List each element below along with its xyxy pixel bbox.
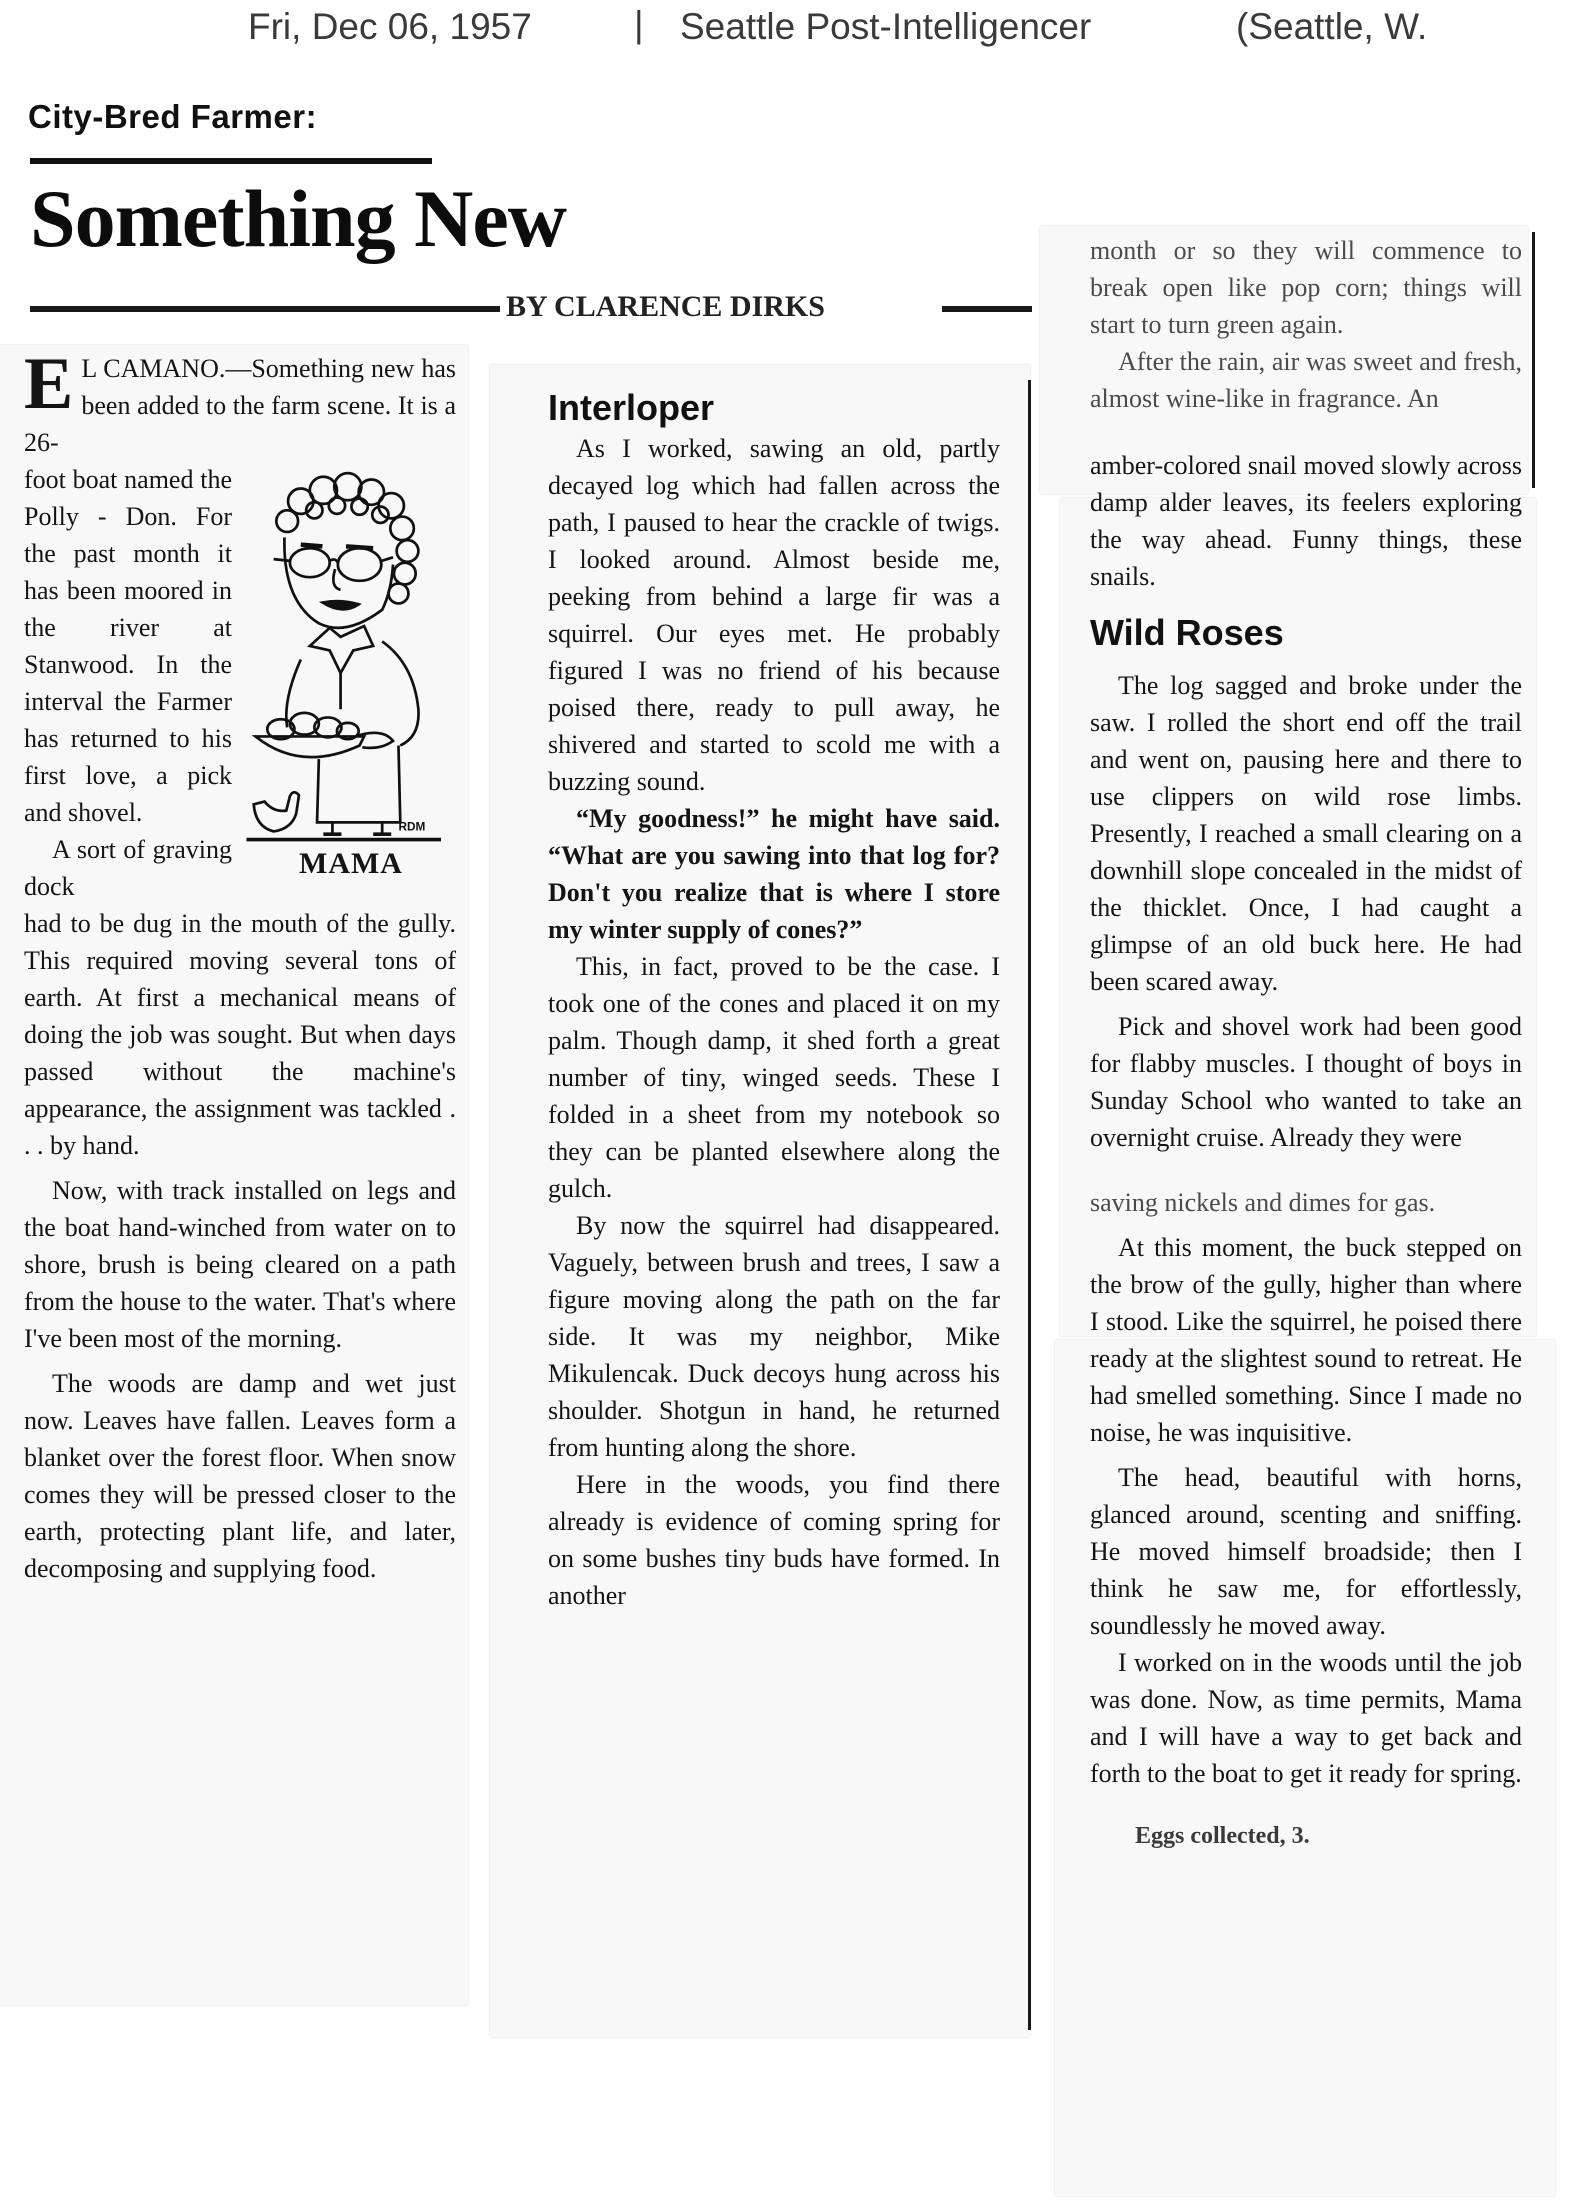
publication-name: Seattle Post-Intelligencer bbox=[680, 6, 1092, 47]
header-separator: | bbox=[634, 4, 644, 45]
paragraph-text: L CAMANO.—Something new has been added to the farm scene. It is a 26- bbox=[24, 354, 456, 457]
paragraph: After the rain, air was sweet and fresh, almost wine-like in fragrance. An bbox=[1090, 347, 1522, 413]
paragraph: Here in the woods, you find there already is evidence of coming spring for on some bushes tiny buds have formed. In another bbox=[548, 1470, 1000, 1610]
column-3-top bbox=[1090, 232, 1522, 417]
column-1 bbox=[24, 343, 456, 1587]
collar bbox=[310, 626, 373, 673]
kicker-rule bbox=[30, 158, 432, 164]
column-3 bbox=[1090, 232, 1522, 1855]
paragraph: The log sagged and broke under the saw. I rolled the short end off the trail and went on, pausing here and there to use clippers on wild rose limbs. Presently, I reached a small clearing on a downhill slope concealed in the midst of the thicklet. Once, I had caught a glimpse of an old buck here. He had been scared away. bbox=[1090, 671, 1522, 996]
paragraph: By now the squirrel had disappeared. Vaguely, between brush and trees, I saw a figure moving along the path on the far side. It was my neighbor, Mike Mikulencak. Duck decoys hung across his shoulder. Shotgun in hand, he returned from hunting along the shore. bbox=[548, 1211, 1000, 1462]
paragraph: month or so they will commence to break open like pop corn; things will start to turn green again. bbox=[1090, 236, 1522, 339]
coat bbox=[286, 641, 418, 745]
mama-illustration bbox=[246, 465, 446, 845]
glasses-right-lens bbox=[338, 548, 381, 581]
paragraph: At this moment, the buck stepped on the brow of the gully, higher than where I stood. Like the squirrel, he poised there ready at the slightest sound to retreat. He had smelled something. Since I made no noise, he was inquisitive. bbox=[1090, 1233, 1522, 1447]
column-rule bbox=[1028, 380, 1031, 2030]
paragraph: saving nickels and dimes for gas. bbox=[1090, 1188, 1436, 1217]
paragraph: I worked on in the woods until the job was done. Now, as time permits, Mama and I will have a way to get back and forth to the boat to get it ready for spring. bbox=[1090, 1648, 1522, 1788]
paragraph: amber-colored snail moved slowly across damp alder leaves, its feelers exploring the way ahead. Funny things, these snails. bbox=[1090, 451, 1522, 591]
publication-location: (Seattle, W. bbox=[1236, 6, 1428, 47]
mouth bbox=[322, 601, 358, 609]
glasses-left-lens bbox=[290, 548, 330, 577]
illustration-caption: MAMA bbox=[299, 847, 403, 880]
byline-rule-right bbox=[942, 306, 1032, 312]
column-3-bottom bbox=[1090, 1184, 1522, 1855]
column-2 bbox=[548, 386, 1000, 1614]
paragraph: This, in fact, proved to be the case. I took one of the cones and placed it on my palm. Though damp, it shed forth a great number of tiny, winged seeds. These I folded in a sheet from my notebook so they can be planted elsewhere along the gulch. bbox=[548, 952, 1000, 1203]
article-byline: BY CLARENCE DIRKS bbox=[506, 290, 825, 323]
article-kicker: City-Bred Farmer: bbox=[28, 98, 318, 135]
column-rule bbox=[1532, 232, 1535, 488]
paragraph: The head, beautiful with horns, glanced around, scenting and sniffing. He moved himself broadside; then I think he saw me, for effortlessly, soundlessly he moved away. bbox=[1090, 1463, 1522, 1640]
archive-header bbox=[0, 0, 1591, 70]
curly-hair bbox=[276, 473, 418, 603]
paragraph: Now, with track installed on legs and the boat hand-winched from water on to shore, brush is being cleared on a path from the house to the water. That's where I've been most of the morning. bbox=[24, 1176, 456, 1353]
publication-date: Fri, Dec 06, 1957 bbox=[248, 6, 532, 47]
paragraph bbox=[24, 343, 456, 461]
hen bbox=[254, 792, 299, 831]
paragraph: As I worked, sawing an old, partly decayed log which had fallen across the path, I paused to hear the crackle of twigs. I looked around. Almost beside me, peeking from behind a large fir was a squirrel. Our eyes met. He probably figured I was no friend of his because poised there, ready to pull away, he shivered and started to scold me with a buzzing sound. bbox=[548, 434, 1000, 796]
drop-cap: E bbox=[24, 343, 74, 425]
subhead-wild-roses: Wild Roses bbox=[1090, 612, 1284, 653]
illustration-block bbox=[246, 465, 456, 883]
paragraph: Pick and shovel work had been good for flabby muscles. I thought of boys in Sunday School who wanted to take an overnight cruise. Already they were bbox=[1090, 1012, 1522, 1152]
column-3-middle bbox=[1090, 447, 1522, 1156]
article-headline: Something New bbox=[30, 173, 566, 264]
squirrel-quote: “My goodness!” he might have said. “What are you sawing into that log for? Don't you realize that is where I store my winter supply of cones?” bbox=[548, 804, 1000, 944]
article-signoff: Eggs collected, 3. bbox=[1135, 1823, 1310, 1849]
subhead-interloper: Interloper bbox=[548, 387, 715, 428]
paragraph: foot boat named the Polly - Don. For the past month it has been moored in the river at Stanwood. In the interval the Farmer has returned to his first love, a pick and shovel. bbox=[24, 465, 232, 827]
paragraph: A sort of graving dock bbox=[24, 835, 232, 901]
paragraph: had to be dug in the mouth of the gully. This required moving several tons of earth. At first a mechanical means of doing the job was sought. But when days passed without the machine's appearance, the assignment was tackled . . . by hand. bbox=[24, 909, 456, 1160]
skirt bbox=[317, 745, 400, 822]
paragraph: The woods are damp and wet just now. Leaves have fallen. Leaves form a blanket over the forest floor. When snow comes they will be pressed closer to the earth, protecting plant life, and later, decomposing and supplying food. bbox=[24, 1369, 456, 1583]
artist-signature: RDM bbox=[398, 820, 426, 834]
byline-rule-left bbox=[30, 306, 500, 312]
